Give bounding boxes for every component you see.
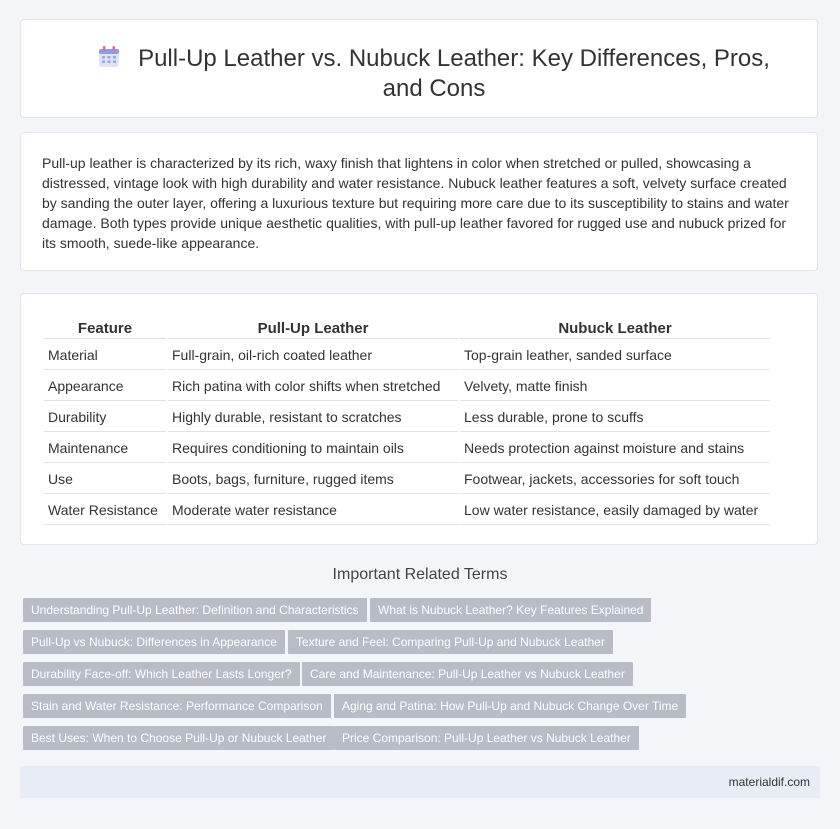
comparison-table: [42, 316, 772, 527]
table-cell-pull-up: Boots, bags, furniture, rugged items: [168, 465, 458, 494]
related-term-link[interactable]: Understanding Pull-Up Leather: Definition and Characteristics: [23, 598, 367, 622]
table-row: [44, 372, 770, 401]
table-row: [44, 434, 770, 463]
page-title: [81, 44, 787, 104]
table-row: [44, 341, 770, 370]
table-cell-feature: Water Resistance: [44, 496, 166, 525]
related-term-link[interactable]: Stain and Water Resistance: Performance Comparison: [23, 694, 331, 718]
comparison-table-card: [20, 293, 818, 545]
table-cell-feature: Maintenance: [44, 434, 166, 463]
table-cell-pull-up: Highly durable, resistant to scratches: [168, 403, 458, 432]
table-cell-pull-up: Requires conditioning to maintain oils: [168, 434, 458, 463]
calendar-icon: [98, 46, 120, 68]
table-cell-nubuck: Velvety, matte finish: [460, 372, 770, 401]
related-term-link[interactable]: What is Nubuck Leather? Key Features Explained: [370, 598, 651, 622]
related-term-link[interactable]: Best Uses: When to Choose Pull-Up or Nubuck Leather: [23, 726, 334, 750]
related-term-link[interactable]: Durability Face-off: Which Leather Lasts Longer?: [23, 662, 300, 686]
related-term-link[interactable]: Texture and Feel: Comparing Pull-Up and Nubuck Leather: [288, 630, 613, 654]
table-cell-pull-up: Full-grain, oil-rich coated leather: [168, 341, 458, 370]
table-header-row: [44, 318, 770, 339]
table-cell-nubuck: Less durable, prone to scuffs: [460, 403, 770, 432]
related-terms-heading: Important Related Terms: [332, 566, 508, 583]
table-row: [44, 465, 770, 494]
column-header-pull-up: Pull-Up Leather: [168, 318, 458, 339]
table-cell-feature: Durability: [44, 403, 166, 432]
page-title-text: Pull-Up Leather vs. Nubuck Leather: Key Differences, Pros, and Cons: [138, 45, 770, 102]
table-cell-pull-up: Moderate water resistance: [168, 496, 458, 525]
related-term-link[interactable]: Price Comparison: Pull-Up Leather vs Nubuck Leather: [334, 726, 639, 750]
intro-card: [20, 132, 818, 271]
intro-paragraph: Pull-up leather is characterized by its rich, waxy finish that lightens in color when stretched or pulled, showcasing a distressed, vintage look with high durability and water resistance. Nubuck leather features a soft, velvety surface created by sanding the outer layer, offering a luxurious texture but requiring more care due to its susceptibility to stains and water damage. Both types provide unique aesthetic qualities, with pull-up leather favored for rugged use and nubuck prized for its smooth, suede-like appearance.: [42, 155, 789, 251]
table-cell-feature: Material: [44, 341, 166, 370]
related-term-link[interactable]: Aging and Patina: How Pull-Up and Nubuck Change Over Time: [334, 694, 686, 718]
table-cell-nubuck: Footwear, jackets, accessories for soft touch: [460, 465, 770, 494]
table-cell-nubuck: Low water resistance, easily damaged by water: [460, 496, 770, 525]
table-cell-nubuck: Top-grain leather, sanded surface: [460, 341, 770, 370]
table-cell-nubuck: Needs protection against moisture and stains: [460, 434, 770, 463]
related-term-link[interactable]: Pull-Up vs Nubuck: Differences in Appearance: [23, 630, 285, 654]
table-row: [44, 403, 770, 432]
column-header-feature: Feature: [44, 318, 166, 339]
column-header-nubuck: Nubuck Leather: [460, 318, 770, 339]
header-card: [20, 19, 818, 118]
table-cell-feature: Use: [44, 465, 166, 494]
footer: [20, 766, 820, 798]
table-row: [44, 496, 770, 525]
related-term-link[interactable]: Care and Maintenance: Pull-Up Leather vs Nubuck Leather: [302, 662, 633, 686]
footer-site-name: materialdif.com: [728, 775, 810, 789]
table-cell-feature: Appearance: [44, 372, 166, 401]
table-cell-pull-up: Rich patina with color shifts when stretched: [168, 372, 458, 401]
